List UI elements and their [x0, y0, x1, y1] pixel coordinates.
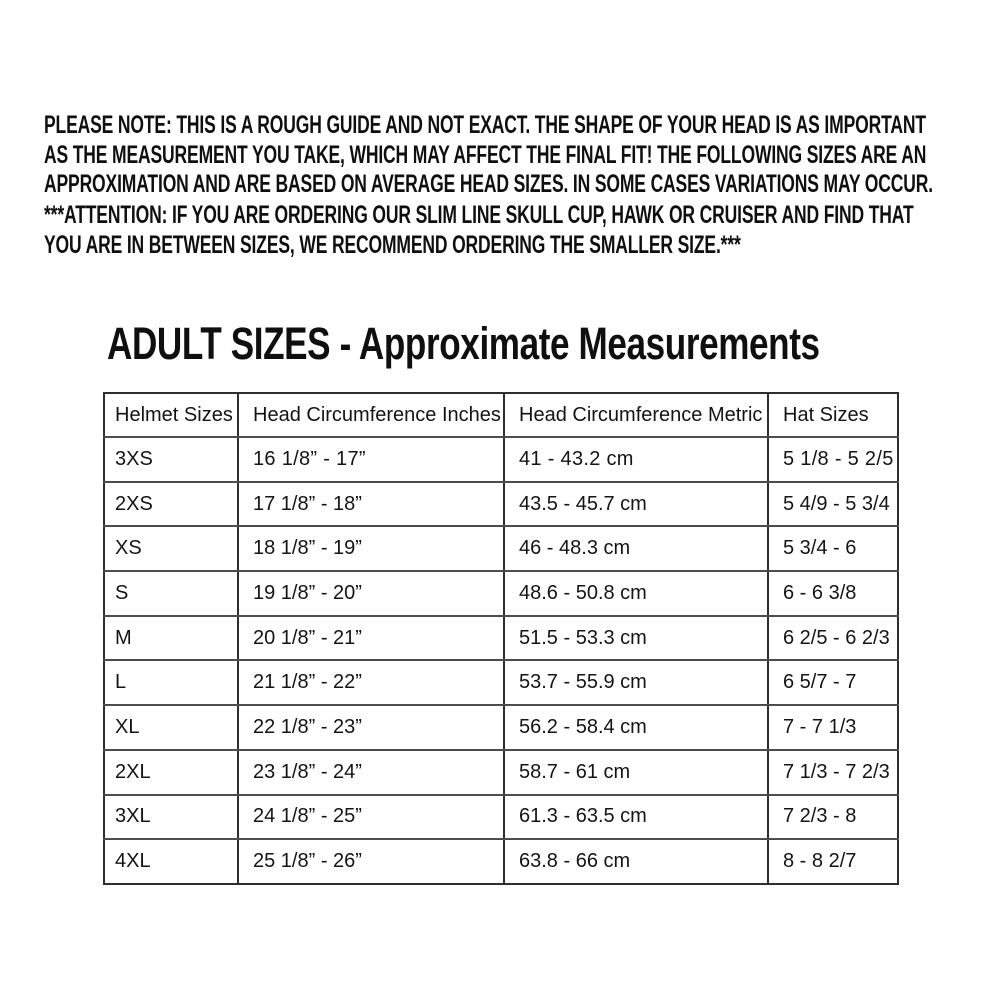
- cell-helmet-size: M: [104, 616, 238, 661]
- table-row: [104, 616, 898, 661]
- cell-hat-size: 8 - 8 2/7: [768, 839, 898, 884]
- table-row: [104, 795, 898, 840]
- please-note-paragraph: [44, 111, 968, 200]
- cell-circumference-inches: 24 1/8” - 25”: [238, 795, 504, 840]
- cell-hat-size: 5 1/8 - 5 2/5: [768, 437, 898, 482]
- table-row: [104, 660, 898, 705]
- attention-paragraph: [44, 201, 968, 260]
- table-row: [104, 571, 898, 616]
- cell-hat-size: 7 2/3 - 8: [768, 795, 898, 840]
- attention-line: YOU ARE IN BETWEEN SIZES, WE RECOMMEND ORDERING THE SMALLER SIZE.***: [44, 230, 741, 259]
- cell-helmet-size: 4XL: [115, 850, 151, 873]
- cell-hat-size: 5 3/4 - 6: [768, 526, 898, 571]
- cell-circumference-metric: 61.3 - 63.5 cm: [504, 795, 768, 840]
- cell-helmet-size: 3XL: [104, 795, 238, 840]
- cell-helmet-size: L: [104, 660, 238, 705]
- cell-helmet-size: 2XS: [104, 482, 238, 527]
- col-header-helmet-sizes: Helmet Sizes: [104, 393, 238, 437]
- page-title: ADULT SIZES - Approximate Measurements: [107, 318, 820, 369]
- note-line: AS THE MEASUREMENT YOU TAKE, WHICH MAY AFFECT THE FINAL FIT! THE FOLLOWING SIZES ARE AN: [44, 140, 927, 169]
- cell-circumference-inches: 16 1/8” - 17”: [238, 437, 504, 482]
- table-row: [104, 839, 898, 884]
- cell-circumference-inches: 19 1/8” - 20”: [238, 571, 504, 616]
- cell-circumference-inches: 22 1/8” - 23”: [238, 705, 504, 750]
- table-row: [104, 482, 898, 527]
- cell-circumference-metric: 48.6 - 50.8 cm: [504, 571, 768, 616]
- cell-circumference-metric: 56.2 - 58.4 cm: [504, 705, 768, 750]
- table-row: [104, 526, 898, 571]
- adult-sizes-table: [103, 392, 899, 885]
- note-line: PLEASE NOTE: THIS IS A ROUGH GUIDE AND NOT EXACT. THE SHAPE OF YOUR HEAD IS AS IMPORTANT: [44, 111, 926, 139]
- cell-hat-size: 6 - 6 3/8: [768, 571, 898, 616]
- table-row: [104, 437, 898, 482]
- cell-circumference-inches: 20 1/8” - 21”: [238, 616, 504, 661]
- note-line: APPROXIMATION AND ARE BASED ON AVERAGE HEAD SIZES. IN SOME CASES VARIATIONS MAY OCCUR.: [44, 170, 933, 198]
- cell-circumference-metric: 43.5 - 45.7 cm: [504, 482, 768, 527]
- cell-circumference-metric: 63.8 - 66 cm: [504, 839, 768, 884]
- cell-circumference-inches: 18 1/8” - 19”: [238, 526, 504, 571]
- cell-circumference-metric: 53.7 - 55.9 cm: [504, 660, 768, 705]
- cell-circumference-metric: 46 - 48.3 cm: [504, 526, 768, 571]
- cell-hat-size: 5 4/9 - 5 3/4: [768, 482, 898, 527]
- cell-helmet-size: S: [104, 571, 238, 616]
- cell-circumference-inches: 23 1/8” - 24”: [238, 750, 504, 795]
- cell-helmet-size: 2XL: [104, 750, 238, 795]
- cell-circumference-metric: 51.5 - 53.3 cm: [504, 616, 768, 661]
- cell-helmet-size: 3XS: [104, 437, 238, 482]
- cell-circumference-inches: 21 1/8” - 22”: [238, 660, 504, 705]
- attention-line: ***ATTENTION: IF YOU ARE ORDERING OUR SLIM LINE SKULL CUP, HAWK OR CRUISER AND FIND THAT: [44, 201, 914, 229]
- table-header-row: [104, 393, 898, 437]
- col-header-head-circumference-inches: Head Circumference Inches: [238, 393, 504, 437]
- cell-hat-size: 7 - 7 1/3: [768, 705, 898, 750]
- cell-circumference-inches: 25 1/8” - 26”: [238, 839, 504, 884]
- col-header-hat-sizes: Hat Sizes: [768, 393, 898, 437]
- table-row: [104, 750, 898, 795]
- cell-circumference-metric: 41 - 43.2 cm: [504, 437, 768, 482]
- cell-helmet-size: XS: [104, 526, 238, 571]
- cell-hat-size: 7 1/3 - 7 2/3: [768, 750, 898, 795]
- table-row: [104, 705, 898, 750]
- cell-hat-size: 6 2/5 - 6 2/3: [768, 616, 898, 661]
- cell-circumference-inches: 17 1/8” - 18”: [238, 482, 504, 527]
- cell-helmet-size: XL: [104, 705, 238, 750]
- cell-circumference-metric: 58.7 - 61 cm: [504, 750, 768, 795]
- size-table-body: [104, 437, 898, 884]
- cell-hat-size: 6 5/7 - 7: [768, 660, 898, 705]
- col-header-head-circumference-metric: Head Circumference Metric: [504, 393, 768, 437]
